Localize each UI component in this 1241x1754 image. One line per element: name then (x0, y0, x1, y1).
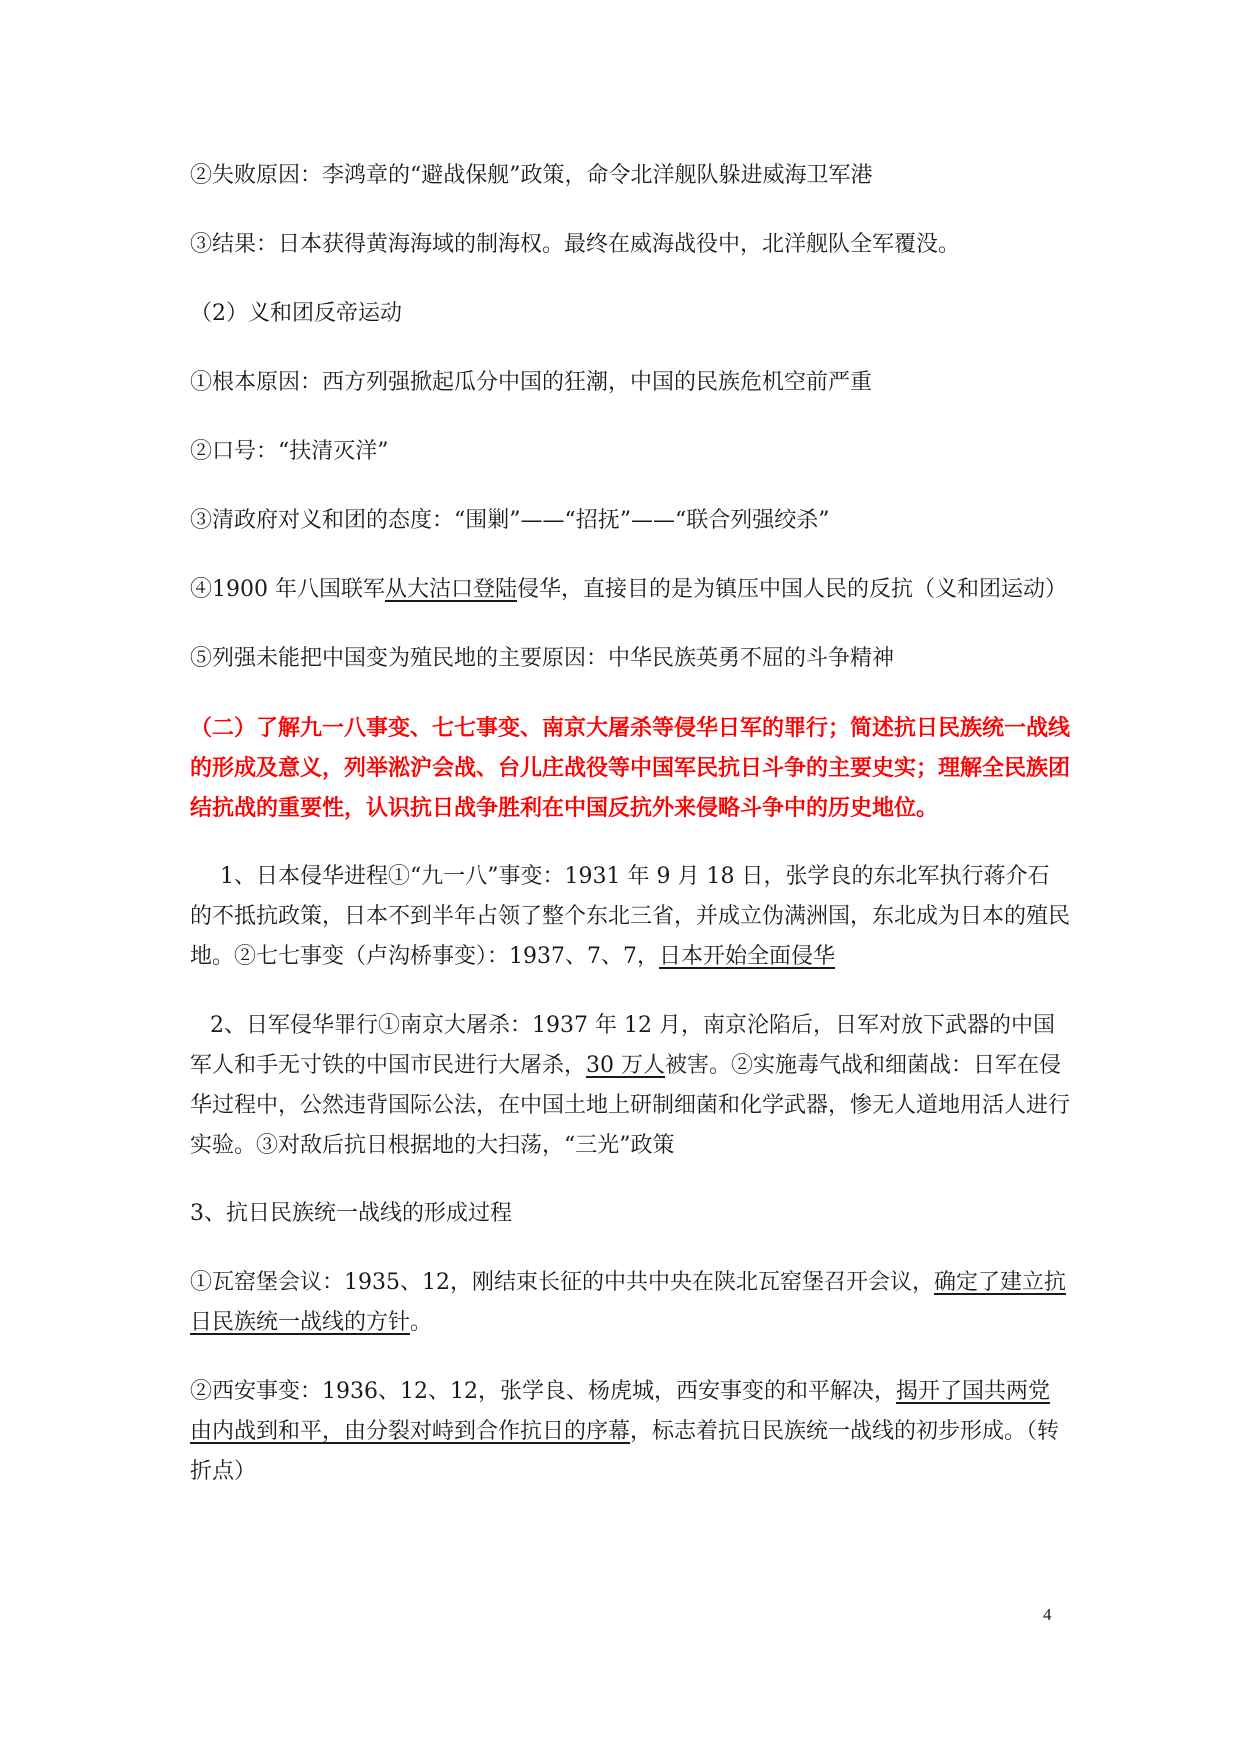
text-segment: 2、日军侵华罪行①南京大屠杀：1937 年 12 月，南京沦陷后，日军对放下武器的中国军人和手无寸铁的中国市民进行大屠杀， (190, 1013, 1055, 1078)
text-segment: ①瓦窑堡会议：1935、12，刚结束长征的中共中央在陕北瓦窑堡召开会议， (190, 1270, 934, 1295)
text-segment: 被害。②实施毒气战和细菌战：日军在侵华过程中，公然违背国际公法，在中国土地上研制细菌和化学武器，惨无人道地用活人进行实验。③对敌后抗日根据地的大扫荡，“三光”政策 (190, 1053, 1071, 1158)
text-line-eight-nation (190, 570, 1070, 610)
text-segment: 1、日本侵华进程①“九一八”事变：1931 年 9 月 18 日，张学良的东北军执行蒋介石的不抵抗政策，日本不到半年占领了整个东北三省，并成立伪满洲国，东北成为日本的殖民地。②七七事变（卢沟桥事变）：1937、7、7， (190, 864, 1071, 969)
text-segment: 。 (410, 1310, 433, 1335)
text-line-qing-attitude: ③清政府对义和团的态度：“围剿”——“招抚”——“联合列强绞杀” (190, 508, 830, 533)
text-segment: ，标志着抗日民族统一战线的初步形成。（转折点） (190, 1419, 1060, 1484)
text-line-failure-reason: ②失败原因：李鸿章的“避战保舰”政策，命令北洋舰队躲进威海卫军港 (190, 163, 873, 188)
section-heading-united-front: 3、抗日民族统一战线的形成过程 (190, 1201, 512, 1226)
paragraph-xian-incident (190, 1372, 1070, 1492)
text-line-result: ③结果：日本获得黄海海域的制海权。最终在威海战役中，北洋舰队全军覆没。 (190, 232, 961, 257)
objective-paragraph: （二）了解九一八事变、七七事变、南京大屠杀等侵华日军的罪行；简述抗日民族统一战线的形成及意义，列举淞沪会战、台儿庄战役等中国军民抗日斗争的主要史实；理解全民族团结抗战的重要性，认识抗日战争胜利在中国反抗外来侵略斗争中的历史地位。 (190, 715, 1071, 821)
paragraph-invasion-process (190, 857, 1070, 977)
paragraph-war-crimes (190, 1006, 1070, 1166)
text-line-main-reason: ⑤列强未能把中国变为殖民地的主要原因：中华民族英勇不屈的斗争精神 (190, 646, 895, 671)
section-heading-boxer: （2）义和团反帝运动 (190, 301, 402, 326)
underlined-text: 确定了建立抗日民族统一战线的方针 (190, 1270, 1067, 1335)
underlined-text: 日本开始全面侵华 (658, 944, 835, 969)
underlined-text: 从大沽口登陆 (384, 577, 517, 602)
text-line-root-cause: ①根本原因：西方列强掀起瓜分中国的狂潮，中国的民族危机空前严重 (190, 370, 873, 395)
underlined-text: 揭开了国共两党由内战到和平，由分裂对峙到合作抗日的序幕 (190, 1379, 1050, 1444)
text-line-slogan: ②口号：“扶清灭洋” (190, 439, 389, 464)
text-segment: ②西安事变：1936、12、12，张学良、杨虎城，西安事变的和平解决， (190, 1379, 896, 1404)
text-segment: ④1900 年八国联军 (190, 577, 385, 602)
underlined-text: 30 万人 (586, 1053, 666, 1078)
paragraph-wayaobu (190, 1263, 1070, 1343)
text-segment: 侵华，直接目的是为镇压中国人民的反抗（义和团运动） (517, 577, 1068, 602)
page-number: 4 (1043, 1605, 1052, 1624)
